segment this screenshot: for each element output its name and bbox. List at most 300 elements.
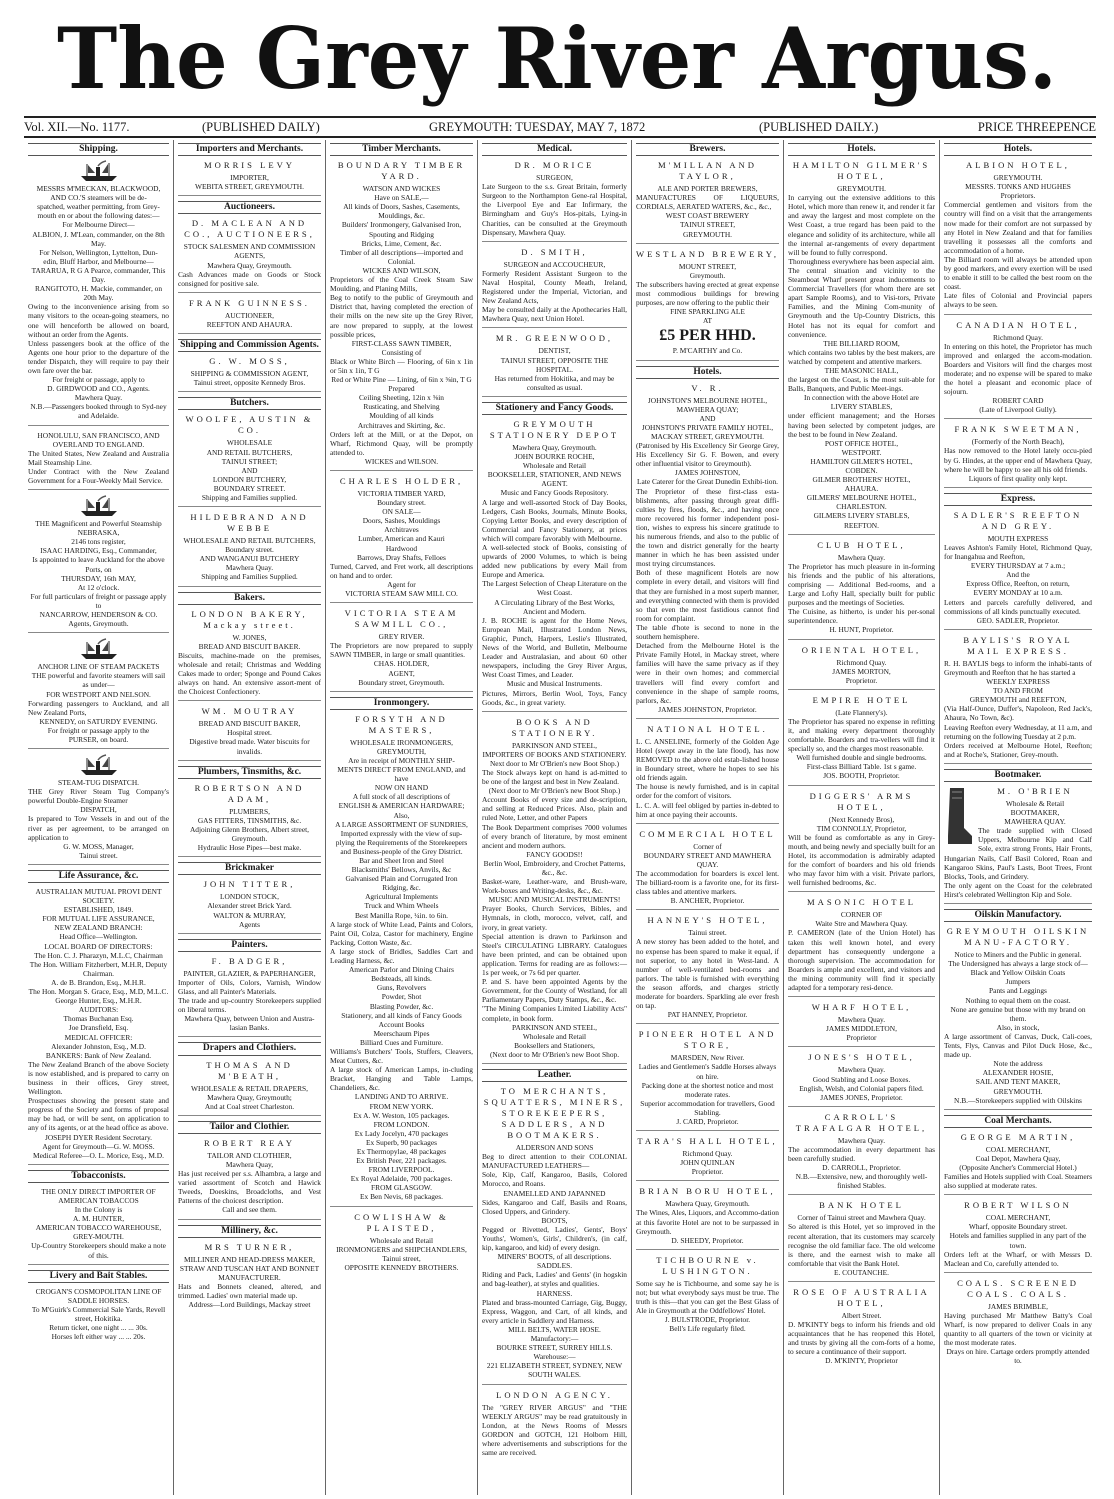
advertisement-line: Wholesale and Retail xyxy=(369,1235,434,1245)
advertisement-title: BAYLIS'S ROYAL MAIL EXPRESS. xyxy=(963,634,1073,656)
advertisement xyxy=(28,887,169,1165)
advertisement-line: GAS FITTERS, TINSMITHS, &c. xyxy=(197,815,302,825)
advertisement-line: LANDING AND TO ARRIVE. xyxy=(354,1092,449,1102)
advertisement-line: The only agent on the Coast for the celebrated Hirst's celebrated Wellington Kip and Sole. xyxy=(944,880,1092,899)
advertisement-line: CORNER OF xyxy=(840,910,883,920)
section-heading: Timber Merchants. xyxy=(330,143,473,156)
advertisement-line: Agricultural Implements xyxy=(365,892,438,902)
advertisement-line: Prayer Books, Church Services, Bibles, and Hymnals, in cloth, morocco, velvet, calf, and ivory, in great variety. xyxy=(482,904,627,932)
advertisement xyxy=(788,1287,935,1370)
advertisement-line: TARARUA, R G A Pearce, commander, This Day. xyxy=(31,265,166,285)
advertisement-line: (Next Kennedy Bros), xyxy=(828,814,895,824)
advertisement-line: Proprietor xyxy=(846,1033,877,1043)
advertisement-line: FIRST-CLASS SAWN TIMBER, xyxy=(351,338,452,348)
advertisement-line: Architraves xyxy=(384,525,419,535)
advertisement-line: MACKAY STREET, GREYMOUTH. xyxy=(650,431,765,441)
advertisement-line: WHOLESALE & RETAIL DRAPERS, xyxy=(191,1083,308,1093)
advertisement-line: MUSIC AND MUSICAL INSTRUMENTS! xyxy=(488,895,621,905)
advertisement xyxy=(28,1287,169,1346)
newspaper-columns xyxy=(24,140,1096,1495)
advertisement-line: Prepared xyxy=(388,384,415,394)
advertisement-line: R. H. BAYLIS begs to inform the inhabi-tants of Greymouth and Reefton that he has started a xyxy=(944,658,1092,677)
advertisement-title: M'MILLAN AND TAYLOR, xyxy=(658,160,757,182)
advertisement xyxy=(178,956,321,1038)
advertisement-line: WHOLESALE IRONMONGERS, xyxy=(349,737,454,747)
advertisement-line: Black and Yellow Oilskin Coats xyxy=(970,968,1066,978)
advertisement-line: A large stock of White Lead, Paints and Colors, Paint Oil, Colza, Castor for machinery, Engine Packing, Cotton Waste, &c. xyxy=(330,919,473,947)
advertisement-line: ALBION, J. M'Lean, commander, on the 8th May. xyxy=(32,229,165,248)
advertisement-line: Mawhera Quay, Greymouth. xyxy=(512,442,597,452)
advertisement-line: JAMES JOHNSTON, xyxy=(674,468,741,478)
section-heading: Millinery, &c. xyxy=(178,1225,321,1238)
advertisement xyxy=(482,247,627,329)
section-heading: Plumbers, Tinsmiths, &c. xyxy=(178,766,321,779)
advertisement-line: WEEKLY EXPRESS xyxy=(986,677,1050,687)
advertisement-line: PARKINSON AND STEEL, xyxy=(512,1022,597,1032)
advertisement-line: A. de B. Brandon, Esq., M.H.R. xyxy=(51,977,146,987)
advertisement xyxy=(482,1086,627,1384)
advertisement xyxy=(944,160,1092,314)
boot-icon xyxy=(944,786,974,846)
advertisement-title: MR. GREENWOOD, xyxy=(495,333,614,344)
advertisement-line: Commercial gentlemen and visitors from the country will find on a visit that the arrangements now made for their comfort are not surpassed by any Hotel in New Zealand and that for families travelling it possesses all the comforts and accommodation of a home. xyxy=(944,200,1092,255)
advertisement-line: Up-Country Storekeepers should make a note of this. xyxy=(31,1241,166,1260)
advertisement-line: Manufactory:— xyxy=(530,1334,579,1344)
advertisement-line: Mawhera Quay, Greymouth; xyxy=(207,1092,292,1102)
advertisement xyxy=(788,791,935,893)
advertisement-line: REEFTON. xyxy=(844,520,879,530)
advertisement-title: CLUB HOTEL, xyxy=(817,539,906,550)
advertisement-line: The subscribers having erected at great expense most commodious buildings for brewing purposes, are now offering to the public their xyxy=(636,279,779,308)
advertisement-line: Owing to the inconvenience arising from so many visitors to the ocean-going steamers, no one will henceforth be allowed on board, without an order from the Agents. xyxy=(28,302,169,339)
masthead-banner xyxy=(0,0,1114,112)
advertisement-line: The Proprietors are now prepared to supply SAWN TIMBER, in large or small quantities. xyxy=(330,641,473,660)
advertisement xyxy=(636,1136,779,1181)
advertisement xyxy=(636,724,779,824)
column-3 xyxy=(326,140,478,1495)
advertisement-line: Mawhera Quay. xyxy=(837,552,886,562)
advertisement-line: RANGITOTO, H. Mackie, commander, on 20th May. xyxy=(34,284,163,303)
advertisement-line: SHIPPING & COMMISSION AGENT, xyxy=(190,369,309,379)
advertisement-title: V. R. xyxy=(691,382,724,393)
advertisement-line: Agent for xyxy=(387,579,416,589)
advertisement-title: FORSYTH AND MASTERS, xyxy=(355,713,448,735)
advertisement-line: JOHNSTON'S MELBOURNE HOTEL, xyxy=(647,395,768,405)
advertisement-line: Orders left at the Mill, or at the Depot, on Wharf, Richmond Quay, will be promptly attended to. xyxy=(330,429,473,457)
advertisement-line: ANCHOR LINE OF STEAM PACKETS xyxy=(37,662,160,672)
advertisement-line: Wholesale & Retail xyxy=(1005,798,1065,808)
advertisement-line: COBDEN. xyxy=(845,466,878,475)
advertisement-line: The Hon. William Fitzherbert, M.H.R, Deputy Chairman. xyxy=(29,959,168,978)
advertisement-line: TAINUI STREET, xyxy=(679,220,736,230)
advertisement-line: SURGEON, xyxy=(536,173,573,183)
advertisement-line: (Next door to Mr O'Brien's new Boot Shop.) xyxy=(488,786,621,796)
advertisement-line: STRAW AND TUSCAN HAT AND BONNET MANUFACTURER. xyxy=(179,1263,320,1282)
advertisement-line: Importer of Oils, Colors, Varnish, Window Glass, and all Painter's Materials. xyxy=(178,977,321,996)
advertisement-line: Rusticating, and Shelving xyxy=(363,402,440,412)
advertisement-line: MENTS DIRECT FROM ENGLAND, and xyxy=(337,765,466,775)
section-heading: Livery and Bait Stables. xyxy=(28,1270,169,1283)
advertisement-line: CHARLESTON. xyxy=(836,502,887,512)
advertisement-line: J. B. ROCHE is agent for the Home News, European Mail, Illustrated London News, Graphic, Punch, Harpers, Leslie's Illustrated, News of the World, and Bulletin, Melbourne Leader and Australasian, and about 60 other newspapers, including the Grey River Argus, West Coast Times, and Leader. xyxy=(482,615,627,680)
advertisement-line: Thoroughness everywhere has been aspecial aim. xyxy=(788,256,935,266)
advertisement-line: Riding and Pack, Ladies' and Gents' (in hogskin and bag-leather), at styles and qualities. xyxy=(482,1270,627,1289)
advertisement-line: All kinds of Doors, Sashes, Casements, Mouldings, &c. xyxy=(343,202,460,221)
advertisement-line: Richmond Quay. xyxy=(992,332,1044,342)
advertisement-line: JOHN BOURKE ROCHE, xyxy=(514,452,595,462)
advertisement-line: Coal Depot, Mawhera Quay, xyxy=(975,1153,1061,1163)
advertisement-line: Galvanised Plain and Corrugated Iron xyxy=(345,874,458,884)
advertisement-line: Ex Lady Jocelyn, 470 packages xyxy=(354,1128,449,1138)
advertisement-line: Digestive bread made. Water biscuits for invalids. xyxy=(189,737,310,756)
advertisement-line: PAINTER, GLAZIER, & PAPERHANGER, xyxy=(183,968,316,978)
advertisement xyxy=(944,926,1092,1110)
advertisement xyxy=(482,1390,627,1462)
advertisement-line: Timber of all descriptions—imported and Colonial. xyxy=(340,247,463,266)
advertisement-line: To M'Guirk's Commercial Sale Yards, Revell street, Hokitika. xyxy=(31,1304,166,1324)
advertisement-line: GILMERS LIVERY STABLES, xyxy=(813,511,910,521)
advertisement-line: THE Grey River Steam Tug Company's powerful Double-Engine Steamer xyxy=(28,787,169,806)
steamship-icon xyxy=(79,495,119,517)
steamship-icon xyxy=(79,160,119,182)
advertisement xyxy=(28,638,169,749)
advertisement-line: KENNEDY, on SATURDY EVENING. xyxy=(39,716,158,726)
place-and-date: GREYMOUTH: TUESDAY, MAY 7, 1872 xyxy=(429,120,646,134)
advertisement-line: (Late Flannery's). xyxy=(835,707,888,717)
advertisement-line: May be consulted daily at the Apothecaries Hall, Mawhera Quay, next Union Hotel. xyxy=(482,305,627,324)
advertisement xyxy=(178,1138,321,1220)
advertisement-line: Notice to Miners and the Public in general. xyxy=(954,950,1082,960)
advertisement-line: Billiard Cues and Furniture. xyxy=(360,1037,443,1047)
advertisement-line: (Late of Liverpool Gully). xyxy=(979,405,1057,415)
advertisement-line: have xyxy=(394,774,409,784)
advertisement-line: Proprietors. xyxy=(1000,191,1036,201)
advertisement-title: WESTLAND BREWERY, xyxy=(636,248,779,259)
advertisement-line: 221 ELIZABETH STREET, SYDNEY, NEW SOUTH WALES. xyxy=(486,1361,623,1380)
advertisement-line: Late Caterer for the Great Dunedin Exhibi-tion. xyxy=(637,477,778,487)
section-heading: Express. xyxy=(944,493,1092,506)
advertisement-line: Under Contract with the New Zealand Government for a Four-Weekly Mail Service. xyxy=(28,466,169,485)
advertisement-line: Also, in stock, xyxy=(996,1022,1040,1032)
advertisement xyxy=(944,1278,1092,1370)
advertisement-line: THE Magnificent and Powerful Steamship xyxy=(35,519,162,529)
advertisement-line: GILMER BROTHERS' HOTEL, xyxy=(812,475,911,485)
advertisement-line: Sides, Kangaroo and Calf, Basils and Roans, Closed Uppers, and Grindery. xyxy=(482,1197,627,1216)
advertisement-line: Return ticket, one night ... ... 30s. xyxy=(49,1323,148,1333)
advertisement-line: FROM GLASGOW. xyxy=(371,1183,432,1193)
section-heading: Leather. xyxy=(482,1069,627,1082)
advertisement-line: Doors, Sashes, Mouldings xyxy=(362,516,441,526)
advertisement-line: SAIL AND TENT MAKER, xyxy=(975,1077,1061,1087)
advertisement xyxy=(944,510,1092,630)
advertisement-line: JAMES JONES, Proprietor. xyxy=(820,1092,903,1102)
advertisement-line: Having purchased Mr Matthew Batty's Coal Wharf, is now prepared to deliver Coals in any quantity to all quarters of the town or vicinity at the most moderate rates. xyxy=(944,1310,1092,1348)
advertisement-line: Mawhera Quay, xyxy=(225,1160,274,1169)
section-heading: Hotels. xyxy=(636,366,779,379)
advertisement-line: JAMES BRIMBLE, xyxy=(988,1301,1048,1311)
advertisement-line: The Largest Selection of Cheap Literature on the West Coast. xyxy=(482,579,627,598)
advertisement-line: Has returned from Hokitika, and may be consulted as usual. xyxy=(494,373,615,392)
advertisement-line: FROM LONDON. xyxy=(373,1119,430,1129)
advertisement-title: WHARF HOTEL, xyxy=(811,1002,912,1013)
advertisement-line: English, Welsh, and Colonial papers filed. xyxy=(799,1083,924,1093)
advertisement-line: Best Manilla Rope, ¼in. to 6in. xyxy=(355,910,448,920)
advertisement-title: TICHBOURNE v. LUSHINGTON. xyxy=(656,1254,759,1276)
advertisement-line: STEAM-TUG DISPATCH. xyxy=(57,778,140,788)
advertisement-title: GREYMOUTH STATIONERY DEPOT xyxy=(489,418,620,440)
advertisement xyxy=(636,1255,779,1338)
advertisement-line: A new storey has been added to the hotel, and no expense has been spared to make it equal, if not superior, to any hotel in West-land. A number of well-ventilated bed-rooms and parlors. The table is furnished with everything the season affords, and charges strictly moderate for boarders. Sparkling ale ever fresh on tap. xyxy=(636,937,779,1011)
advertisement-line: For Melbourne Direct— xyxy=(62,220,135,230)
advertisement-title: WOOLFE, AUSTIN & CO. xyxy=(185,414,314,436)
advertisement-line: First-class Billiard Table. 1st s game. xyxy=(806,762,917,772)
advertisement-line: Medical Referee—O. L. Morice, Esq., M.D. xyxy=(33,1150,164,1160)
advertisement-line: D. CARROLL, Proprietor. xyxy=(822,1163,901,1173)
advertisement-line: Tainui street, xyxy=(382,1253,421,1263)
advertisement-line: Forwarding passengers to Auckland, and all New Zealand Ports, xyxy=(28,698,169,717)
advertisement-line: AND RETAIL BUTCHERS, xyxy=(206,447,293,457)
advertisement xyxy=(944,635,1092,764)
advertisement-title: COALS. SCREENED COALS. COALS. xyxy=(957,1277,1079,1299)
advertisement-line: FROM LIVERPOOL. xyxy=(368,1165,435,1175)
column-2 xyxy=(174,140,326,1495)
advertisement-title: VICTORIA STEAM SAWMILL CO., xyxy=(344,608,459,630)
advertisement-title: FRANK SWEETMAN, xyxy=(954,424,1082,435)
advertisement-line: MEDICAL OFFICER: xyxy=(64,1032,133,1042)
advertisement-line: Beg to direct attention to their COLONIAL MANUFACTURED LEATHERS— xyxy=(482,1152,627,1171)
advertisement-line: LONDON STOCK, xyxy=(220,892,279,902)
advertisement-line: Note the address xyxy=(993,1059,1043,1069)
advertisement-line: Has now removed to the Hotel lately occu-pied by G. Hindes, at the upper end of Mawhera Quay, where he will be happy to see all his old friends. xyxy=(944,446,1092,474)
advertisement xyxy=(330,160,473,471)
advertisement-line: Cash Advances made on Goods or Stock consigned for positive sale. xyxy=(178,269,321,288)
advertisement-line: BOURKE STREET, SURREY HILLS. xyxy=(496,1343,613,1353)
advertisement-line: A large stock of American Lamps, in-cluding Bracket, Hanging and Table Lamps, Chandeliers, &c. xyxy=(330,1065,473,1093)
advertisement-line: COAL MERCHANT, xyxy=(985,1213,1051,1223)
steamship-icon xyxy=(79,754,119,776)
advertisement-line: Wholesale and Retail xyxy=(522,1031,587,1041)
advertisement-title: ROBERT WILSON xyxy=(964,1200,1072,1211)
advertisement-line: £5 PER HHD. xyxy=(659,327,756,345)
advertisement-line: THE powerful and favorite steamers will sail as under— xyxy=(31,671,166,690)
advertisement-line: Mawhera Quay. xyxy=(837,1015,886,1025)
advertisement-line: Liquors of first quality only kept. xyxy=(968,473,1068,483)
advertisement-line: HONOLULU, SAN FRANCISCO, AND OVERLAND TO ENGLAND. xyxy=(37,430,160,449)
advertisement-line: A Circulating Library of the Best Works, Ancient and Modern. xyxy=(494,597,615,616)
advertisement-line: OPPOSITE KENNEDY BROTHERS. xyxy=(344,1262,459,1272)
advertisement-line: JAMES MORTON, xyxy=(832,666,891,676)
advertisement-line: TO AND FROM xyxy=(993,686,1043,696)
advertisement-line: D. M'KINTY begs to inform his friends and old acquaintances that he has reopened this Hotel, and trusts by giving all the com-forts of a home, to secure a continuance of their support. xyxy=(788,1320,935,1357)
advertisement-line: The accommodation in every department has been carefully studied. xyxy=(788,1144,935,1163)
advertisement-line: Imported expressly with the view of sup- xyxy=(340,828,463,838)
advertisement xyxy=(636,915,779,1024)
advertisement-line: Are in receipt of MONTHLY SHIP- xyxy=(348,755,455,765)
advertisement-line: The Proprietor has spared no expense in refitting it, and making every department thoroughly comfortable. Boarders and tra-vellers will find it specially so, and the charges most reasonable. xyxy=(788,716,935,754)
advertisement xyxy=(28,1187,169,1265)
advertisement-title: GEORGE MARTIN, xyxy=(960,1131,1076,1142)
advertisement xyxy=(28,160,169,425)
advertisement-line: PARKINSON AND STEEL, xyxy=(512,740,597,750)
advertisement xyxy=(178,414,321,507)
advertisement-line: Is appointed to leave Auckland for the above Ports, on xyxy=(32,555,165,574)
advertisement-line: STOCK SALESMEN AND COMMISSION AGENTS, xyxy=(183,242,316,261)
advertisement-line: (Formerly of the North Beach), xyxy=(971,437,1065,447)
advertisement-line: N.B.—Extensive, new, and thoroughly well-finished Stables. xyxy=(795,1172,928,1191)
advertisement-line: FOR WESTPORT AND NELSON. xyxy=(46,689,151,699)
advertisement-line: And the xyxy=(1006,570,1030,580)
advertisement xyxy=(330,714,473,1207)
advertisement-line: Adjoining Glenn Brothers, Albert street, Greymouth. xyxy=(189,824,310,844)
advertisement-title: MASONIC HOTEL xyxy=(807,897,916,908)
advertisement-line: under efficient management; and the Horses having been selected by competent judges, are the best to be found in New Zealand. xyxy=(788,411,935,439)
advertisement-line: Bedsteads, all kinds. xyxy=(371,974,432,984)
advertisement-line: D. SHEEDY, Proprietor. xyxy=(671,1235,744,1245)
advertisement-title: BANK HOTEL xyxy=(819,1200,904,1211)
advertisement-line: Horses left either way ... ... 20s. xyxy=(51,1332,146,1342)
advertisement-line: American Parlor and Dining Chairs xyxy=(348,965,455,975)
advertisement xyxy=(788,1112,935,1196)
advertisement-line: Account Books of every size and de-scription, and selling at Reduced Prices. Also, plain and ruled Note, Letter, and other Papers xyxy=(482,795,627,823)
advertisement-title: CARROLL'S TRAFALGAR HOTEL, xyxy=(795,1111,928,1133)
advertisement-line: DENTIST, xyxy=(538,346,571,356)
advertisement-line: BOUNDARY STREET AND MAWHERA QUAY. xyxy=(643,850,772,869)
section-heading: Ironmongery. xyxy=(330,697,473,710)
advertisement-line: The Cuisine, as hitherto, is under his per-sonal superintendence. xyxy=(788,607,935,626)
advertisement-line: IMPORTERS OF BOOKS AND STATIONERY. xyxy=(482,749,627,759)
section-heading: Brewers. xyxy=(636,143,779,156)
advertisement-line: D. M'KINTY, Proprietor xyxy=(825,1356,898,1366)
advertisement-title: COWLISHAW & PLAISTED, xyxy=(354,1211,449,1233)
advertisement xyxy=(178,1060,321,1116)
advertisement-title: HAMILTON GILMER'S HOTEL, xyxy=(792,160,931,182)
advertisement-line: The Hon. Morgan S. Grace, Esq., M.D, M.L.C. xyxy=(28,987,169,997)
advertisement-line: Ex British Peer, 221 packages. xyxy=(356,1156,447,1166)
advertisement-line: The Billiard room will always be attended upon by good markers, and every exertion will be used to enable it still to be called the best room on the coast. xyxy=(944,254,1092,292)
advertisement-line: BOOTMAKER, xyxy=(1010,808,1060,818)
advertisement-line: The trade supplied with Closed Uppers, Melbourne Kip and Calf Sole, extra strong Fronts, Hair Fronts, Hungarian Nails, Calf Basil Colored, Roan and Kangaroo Skins, Paul's Lasts, Boot Trees, Front Blocks, Tools, and Grindery. xyxy=(944,826,1092,881)
advertisement-line: In entering on this hotel, the Proprietor has much improved and enlarged the accom-modation. Boarders and Visitors will find the charges most moderate; and no expense will be spared to make the hotel a pleasant and economic place of sojourn. xyxy=(944,341,1092,397)
advertisement-line: Next door to Mr O'Brien's new Boot Shop.) xyxy=(489,758,620,768)
advertisement-line: Agent for Greymouth—G. W. MOSS. xyxy=(42,1141,155,1151)
advertisement-line: EVERY MONDAY at 10 a.m. xyxy=(973,588,1063,598)
advertisement-title: LONDON BAKERY, Mackay street. xyxy=(191,608,308,630)
advertisement-line: WICKES and WILSON. xyxy=(364,456,439,466)
advertisement-line: Hospital street. xyxy=(227,728,272,738)
advertisement-line: GREYMOUTH. xyxy=(836,184,887,194)
advertisement-line: TAILOR AND CLOTHIER, xyxy=(207,1150,292,1160)
advertisement xyxy=(788,645,935,690)
advertisement-line: PLUMBERS, xyxy=(229,806,270,816)
advertisement-line: Ladies and Gentlemen's Saddle Horses always on hire. xyxy=(638,1062,777,1081)
advertisement-title: F. BADGER, xyxy=(211,955,288,966)
advertisement-line: A. M. HUNTER, xyxy=(72,1214,125,1224)
advertisement xyxy=(28,431,169,491)
advertisement-line: Pants and Leggings xyxy=(989,986,1047,996)
advertisement-line: Orders received at Melbourne Hotel, Reefton; and at Roche's, Stationer, Grey-mouth. xyxy=(944,740,1092,759)
advertisement-line: VICTORIA STEAM SAW MILL CO. xyxy=(345,589,458,599)
advertisement-line: GILMERS' MELBOURNE HOTEL, xyxy=(806,493,917,503)
advertisement-line: P. CAMERON (late of the Union Hotel) has taken this well known hotel, and every department has consequently undergone a thorough supervision. The accommodation for Boarders is ample and excellent, and visitors and the mining community will find it specially adapted for a temporary resi-dence. xyxy=(788,928,935,993)
advertisement-line: EVERY THURSDAY at 7 a.m.; xyxy=(970,561,1066,571)
advertisement-line: A well-selected stock of Books, consisting of upwards of 2000 Volumes, to which is being added new publications by every Mail from Europe and America. xyxy=(482,543,627,580)
advertisement xyxy=(482,333,627,396)
advertisement-title: FRANK GUINNESS. xyxy=(189,297,310,308)
advertisement-title: NATIONAL HOTEL. xyxy=(647,723,768,734)
advertisement-line: SADDLES. xyxy=(536,1261,573,1271)
advertisement-line: NOW ON HAND xyxy=(374,783,429,793)
advertisement-line: J. CARD, Proprietor. xyxy=(676,1116,739,1126)
advertisement-line: Albert Street. xyxy=(841,1311,882,1320)
advertisement-line: Packing done at the shortest notice and most moderate rates. xyxy=(641,1080,774,1099)
advertisement-line: The Wines, Ales, Liquors, and Accommo-dation at this favorite Hotel are not to be surpassed in Greymouth. xyxy=(636,1208,779,1236)
advertisement-title: HILDEBRAND AND WEBBE xyxy=(190,512,309,534)
column-7 xyxy=(940,140,1096,1495)
advertisement xyxy=(636,1186,779,1249)
advertisement-line: MAWHERA QUAY. xyxy=(1004,817,1066,827)
advertisement-line: Late files of Colonial and Provincial papers always to be seen. xyxy=(944,291,1092,310)
advertisement-line: Architraves and Skirting, &c. xyxy=(357,420,446,430)
advertisement-line: VICTORIA TIMBER YARD, xyxy=(357,489,446,498)
advertisement-line: Mawhera Quay. xyxy=(837,1135,886,1145)
advertisement-line: ISAAC HARDING, Esq., Commander, xyxy=(40,546,157,556)
advertisement-title: WM. MOUTRAY xyxy=(201,706,298,717)
advertisement-line: MESSRS. TONKS AND HUGHES xyxy=(965,182,1071,192)
advertisement xyxy=(788,540,935,640)
advertisement-line: Prospectuses showing the present state and progress of the Society and forms of proposal may be had, or will be sent, on application to any of its agents, or at the head office as above. xyxy=(28,1096,169,1133)
advertisement-title: HANNEY'S HOTEL, xyxy=(647,915,768,926)
advertisement-line: THE ONLY DIRECT IMPORTER OF AMERICAN TOBACCOS xyxy=(41,1186,156,1205)
advertisement-title: GREYMOUTH OILSKIN MANU-FACTORY. xyxy=(946,926,1090,948)
advertisement-line: Mawhera Quay. xyxy=(225,563,274,573)
advertisement-title: JOHN TITTER, xyxy=(203,879,296,890)
section-heading: Shipping and Commission Agents. xyxy=(178,339,321,352)
advertisement-line: AUSTRALIAN MUTUAL PROVI DENT SOCIETY. xyxy=(35,887,162,906)
advertisement-line: Mawhera Quay, Greymouth. xyxy=(207,260,292,270)
advertisement-line: WALTON & MURRAY, xyxy=(213,910,286,920)
advertisement-line: Richmond Quay. xyxy=(682,1149,733,1159)
advertisement-line: A full stock of all descriptions of xyxy=(352,792,451,802)
advertisement-line: Richmond Quay. xyxy=(836,657,887,667)
advertisement-line: Mawhera Quay, between Union and Austra-lasian Banks. xyxy=(184,1014,315,1033)
advertisement-line: Alexander street Brick Yard. xyxy=(207,901,292,911)
advertisement-line: In carrying out the extensive additions to this Hotel, which more than renew it, and render it far and away the largest and most complete on the West Coast, a true regard has been paid to the elegance and solidity of its architecture, while all the internal ar-rangements of every department will be found to fully correspond. xyxy=(788,193,935,257)
advertisement-line: the largest on the Coast, is the most suit-able for Balls, Banquets, and Public Meet-ings. xyxy=(788,375,935,394)
advertisement-title: ROSE OF AUSTRALIA HOTEL, xyxy=(793,1287,930,1308)
advertisement-line: CHAS. HOLDER, xyxy=(373,659,430,669)
advertisement-line: GREYMOUTH. xyxy=(993,1086,1043,1096)
advertisement-line: Hydraulic Hose Pipes—best make. xyxy=(197,843,302,853)
advertisement-line: Orders left at the Wharf, or with Messrs D. Maclean and Co, carefully attended to. xyxy=(944,1249,1092,1268)
section-heading: Auctioneers. xyxy=(178,201,321,214)
advertisement-line: Ex Royal Adelaide, 700 packages. xyxy=(350,1174,453,1184)
advertisement-title: ROBERT REAY xyxy=(204,1137,295,1148)
advertisement xyxy=(788,897,935,997)
advertisement xyxy=(178,783,321,857)
column-6 xyxy=(784,140,940,1495)
advertisement xyxy=(482,160,627,242)
advertisement-line: Truck and Whim Wheels xyxy=(364,901,439,911)
advertisement-line: Thomas Buchanan Esq. xyxy=(63,1014,134,1024)
advertisement-line: Agents, Greymouth. xyxy=(68,619,129,629)
advertisement-line: Will be found as comfortable as any in Grey-mouth, and being newly and specially built for an Hotel, its accommodation is admirably adapted for the comfort of boarders and his old friends who may favor him with a visit. Private parlors, well furnished bedrooms, &c. xyxy=(788,832,935,888)
advertisement-line: ENAMELLED AND JAPANNED xyxy=(503,1188,606,1198)
advertisement-line: Greymouth. xyxy=(689,270,726,280)
price: PRICE THREEPENCE xyxy=(977,120,1096,134)
advertisement-line: mouth en or about the following dates:— xyxy=(37,211,160,221)
advertisement-line: Boundary street. xyxy=(225,545,274,555)
advertisement-line: (Patronised by His Excellency Sir George Grey, His Excellency Sir G. F. Bowen, and every other influential visitor to Greymouth). xyxy=(636,441,779,469)
